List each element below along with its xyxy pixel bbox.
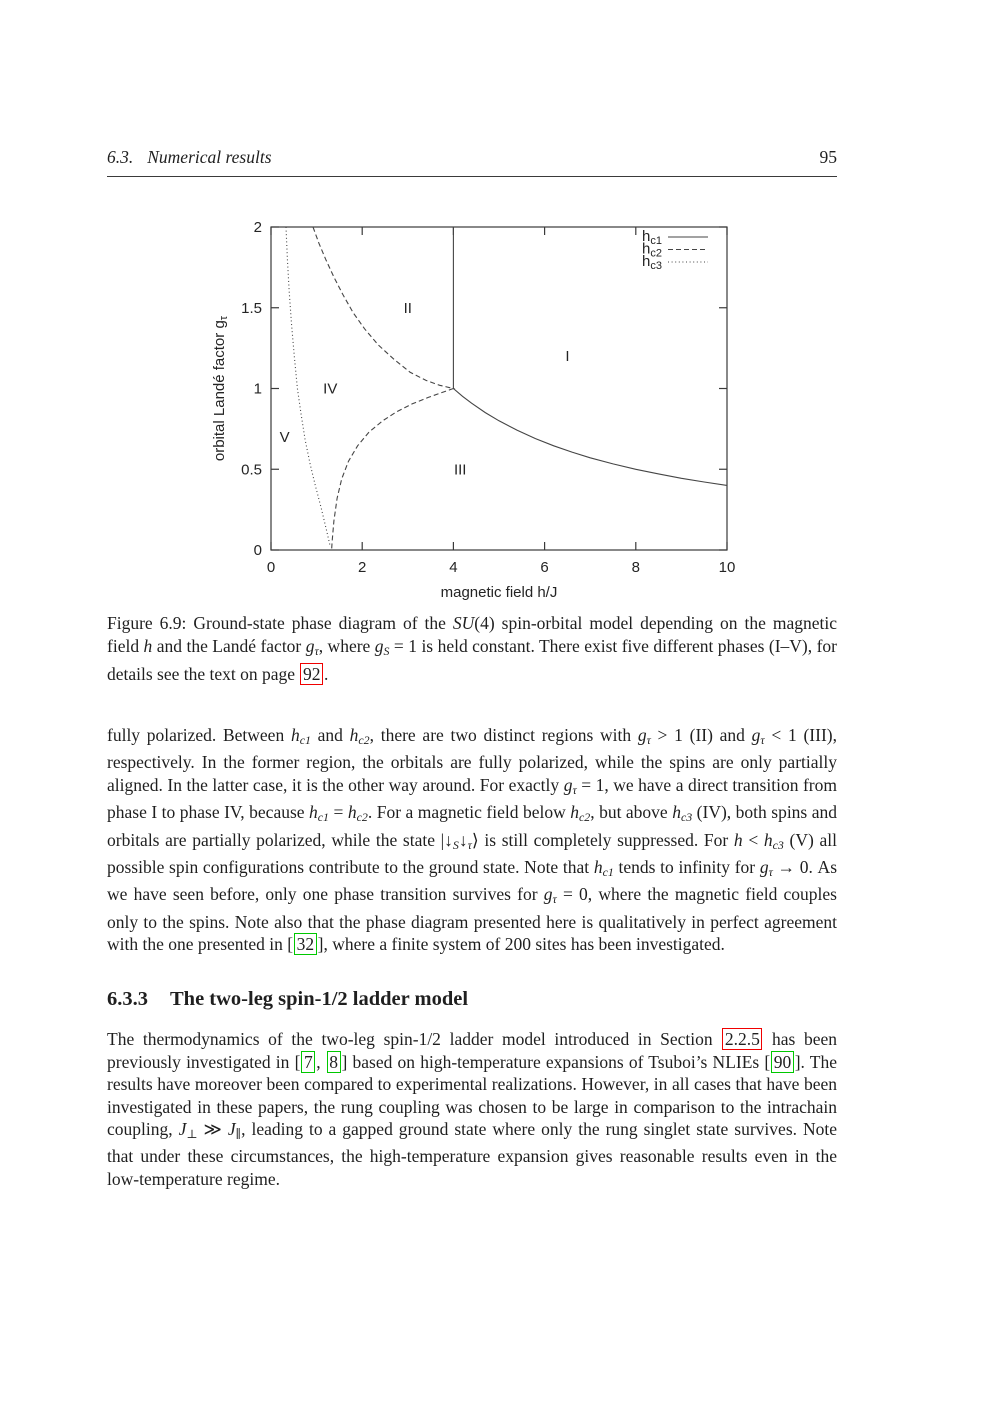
x-tick-label: 0 <box>266 559 276 576</box>
y-tick-label: 0 <box>253 542 262 559</box>
x-tick-label: 6 <box>540 559 549 576</box>
text-run: h <box>570 802 579 823</box>
text-run: , where <box>318 636 375 656</box>
phase-region-label-II: II <box>403 299 412 317</box>
text-run: → 0. As we have seen before, only one phase transition survives for <box>107 856 838 905</box>
text-run: and the Landé factor <box>152 636 306 656</box>
text-run: g <box>637 724 647 745</box>
text-run: has been previously investigated in [ <box>107 1029 837 1072</box>
text-run: Figure 6.9: Ground-state phase diagram of the <box>107 613 453 633</box>
text-run: c1 <box>299 732 311 747</box>
text-run: ⟩ is still completely suppressed. For <box>471 829 734 850</box>
text-run: ] based on high-temperature expansions of Tsuboi’s NLIEs [ <box>341 1051 771 1072</box>
x-tick-label: 4 <box>449 559 458 576</box>
text-run: c1 <box>317 810 330 825</box>
text-run: , <box>316 1051 326 1072</box>
text-run: SU <box>452 613 475 633</box>
y-tick-label: 0.5 <box>241 461 262 479</box>
text-run: τ <box>467 837 472 852</box>
phase-region-label-IV: IV <box>323 380 338 398</box>
text-run: g <box>759 856 769 877</box>
text-run: ], where a finite system of 200 sites has been investigated. <box>317 934 725 955</box>
text-run: h <box>733 829 743 850</box>
citation-link[interactable]: 90 <box>771 1051 794 1073</box>
phase-diagram-chart <box>210 210 770 608</box>
text-run: h <box>143 636 153 656</box>
text-run: = 1, we have a direct transition from phase I to phase IV, because <box>107 774 837 823</box>
text-run: g <box>374 636 384 656</box>
text-run: h <box>309 802 318 823</box>
axis-ticks <box>241 219 735 576</box>
text-run: ↓ <box>458 829 468 850</box>
text-run: h <box>290 724 300 745</box>
legend-label-hc2: $h_{c2}$ <box>642 240 662 260</box>
text-run: c1 <box>602 864 614 879</box>
text-run: g <box>305 636 315 656</box>
text-run: h <box>593 856 603 877</box>
text-run: = 1 is held constant. There exist five different phases (I–V), for details see the text on page <box>107 636 837 684</box>
legend-label-hc1: $h_{c1}$ <box>642 228 662 247</box>
text-run: τ <box>760 732 765 747</box>
paragraph-1 <box>107 724 837 955</box>
y-axis-label: orbital Landé factor $g_\tau$ <box>211 315 230 462</box>
text-run: ]. The results have moreover been compared to experimental realizations. However, in all cases that have been investigated in these papers, the rung coupling was chosen to be large in comparison to the intrachain coupling, <box>107 1051 837 1140</box>
text-run: h <box>763 829 773 850</box>
curve-hc1 <box>453 227 727 485</box>
text-run: c3 <box>680 810 693 825</box>
text-run: The thermodynamics of the two-leg spin-1/2 ladder model introduced in Section <box>107 1029 722 1050</box>
text-run: τ <box>768 864 773 879</box>
text-run: , leading to a gapped ground state where only the rung singlet state survives. Note that under these circumstances, the high-temperature expansion gives reasonable results even in the low-temperature regime. <box>107 1119 837 1189</box>
y-tick-label: 1.5 <box>241 299 262 317</box>
paragraph-2 <box>107 1028 837 1190</box>
text-run: h <box>347 802 357 823</box>
text-run: ⊥ <box>186 1127 198 1142</box>
text-run: = 0, where the magnetic field couples only to the spins. Note also that the phase diagram presented here is qualitatively in perfect agreement with the one presented in [ <box>107 884 837 955</box>
text-run: fully polarized. Between <box>107 724 291 745</box>
text-run: J <box>178 1119 187 1140</box>
figure-caption <box>107 612 837 686</box>
text-run: = <box>329 802 348 823</box>
text-run: , there are two distinct regions with <box>369 724 638 745</box>
section-heading-6-3-3 <box>107 988 837 1011</box>
section-heading-number: 6.3.3 <box>107 988 148 1011</box>
page-number: 95 <box>819 147 837 167</box>
phase-region-label-III: III <box>453 461 467 479</box>
citation-link[interactable]: 32 <box>294 933 317 955</box>
phase-region-label-I: I <box>565 348 570 366</box>
text-run: τ <box>646 732 651 747</box>
text-run: g <box>543 884 553 905</box>
text-run: . For a magnetic field below <box>367 802 571 823</box>
running-head-section-number: 6.3. <box>107 147 134 167</box>
figure-6-9 <box>107 210 837 686</box>
text-run: ≫ <box>197 1119 228 1140</box>
text-run: . <box>323 663 329 684</box>
text-run: c2 <box>356 810 368 825</box>
x-axis-label: magnetic field h/J <box>440 584 558 601</box>
internal-ref-link[interactable]: 2.2.5 <box>722 1028 762 1050</box>
y-tick-label: 2 <box>253 219 262 236</box>
text-run: τ <box>572 782 577 797</box>
plot-border <box>271 227 727 550</box>
running-head-section-title: Numerical results <box>147 147 272 167</box>
page-header <box>107 147 837 177</box>
text-run: c3 <box>772 837 784 852</box>
x-tick-label: 8 <box>631 559 640 576</box>
citation-link[interactable]: 7 <box>301 1051 315 1073</box>
internal-ref-link[interactable]: 92 <box>300 663 323 685</box>
legend-label-hc3: $h_{c3}$ <box>642 253 662 272</box>
legend <box>642 228 708 272</box>
text-run: (V) all possible spin configurations contribute to the ground state. Note that <box>107 829 837 877</box>
text-run: τ <box>552 892 557 907</box>
text-run: ↓ <box>444 829 453 850</box>
text-run: (IV), both spins and orbitals are partially polarized, while the state | <box>107 802 837 850</box>
text-run: S <box>452 837 459 852</box>
text-run: c2 <box>358 732 370 747</box>
section-heading-title: The two-leg spin-1/2 ladder model <box>170 988 469 1011</box>
text-run: , but above <box>590 802 673 823</box>
text-run: and <box>310 724 350 745</box>
text-run: ∥ <box>235 1127 242 1142</box>
text-run: J <box>227 1119 236 1140</box>
text-run: g <box>563 774 573 795</box>
text-run: (4) spin-orbital model depending on the magnetic field <box>107 613 837 656</box>
text-run: tends to infinity for <box>613 856 760 877</box>
text-run: τ <box>314 643 319 658</box>
text-run: S <box>383 643 390 658</box>
running-head <box>107 147 272 168</box>
phase-region-label-V: V <box>279 428 290 446</box>
text-run: h <box>349 724 359 745</box>
x-tick-label: 10 <box>718 559 736 576</box>
text-run: g <box>751 724 761 745</box>
text-run: < 1 (III), respectively. In the former region, the orbitals are fully polarized, while the spins are only partially aligned. In the latter case, it is the other way around. For exactly <box>107 724 837 795</box>
text-run: > 1 (II) and <box>650 724 752 745</box>
citation-link[interactable]: 8 <box>327 1051 341 1073</box>
text-run: h <box>672 802 681 823</box>
x-tick-label: 2 <box>358 559 367 576</box>
text-run: < <box>742 829 764 850</box>
text-run: c2 <box>578 810 591 825</box>
y-tick-label: 1 <box>253 380 262 398</box>
